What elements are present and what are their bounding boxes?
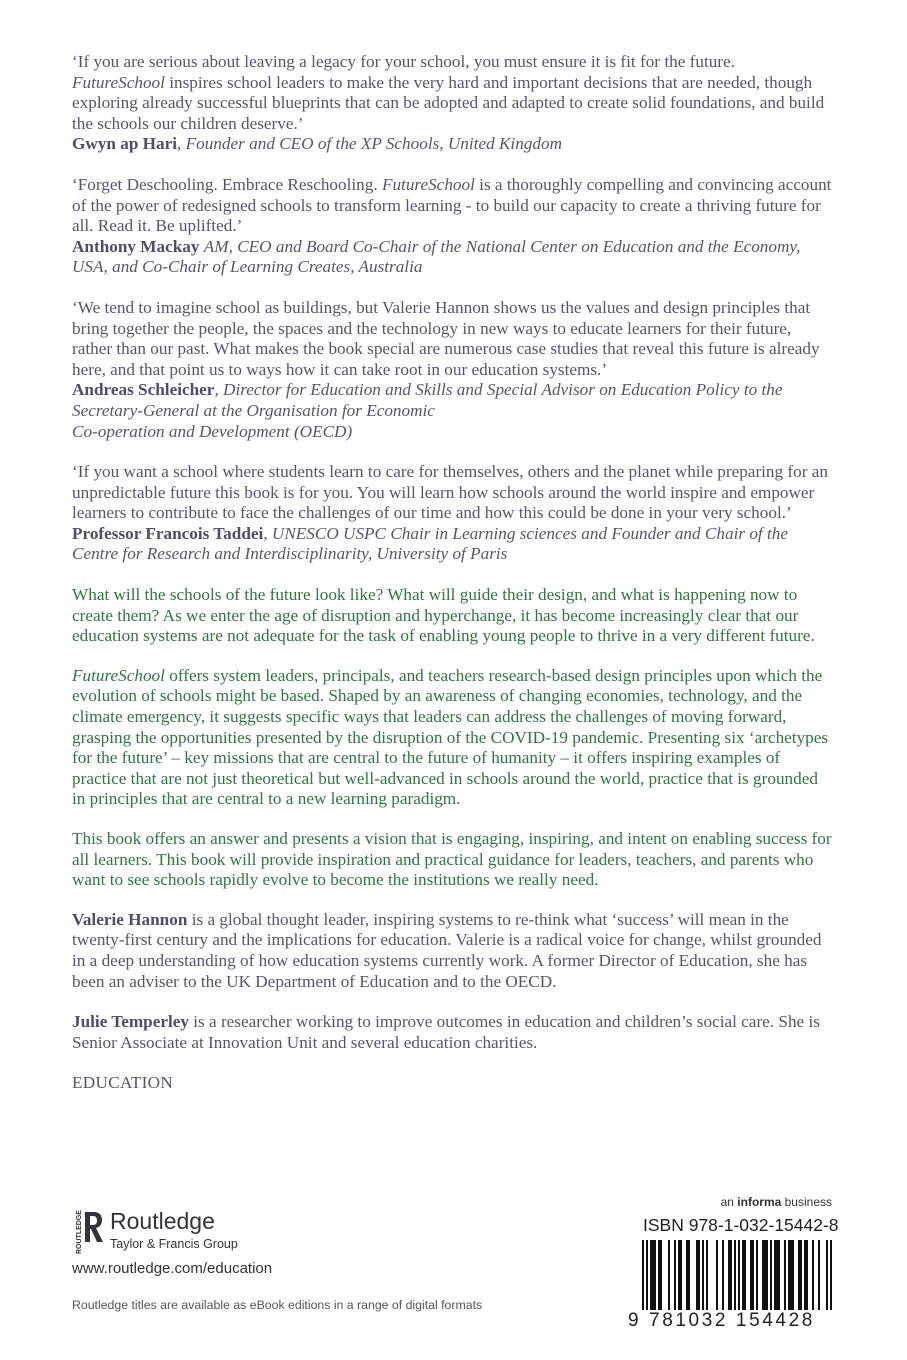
barcode-bar xyxy=(778,1240,780,1312)
publisher-name: Routledge xyxy=(110,1208,215,1234)
endorsement-attribution: Gwyn ap Hari, Founder and CEO of the XP Schools, United Kingdom xyxy=(72,134,562,154)
ebook-note: Routledge titles are available as eBook editions in a range of digital formats xyxy=(72,1298,483,1312)
barcode-bar xyxy=(730,1240,732,1312)
barcode-bar xyxy=(674,1240,676,1312)
endorsement-3 xyxy=(72,298,832,442)
barcode-bar xyxy=(788,1240,790,1312)
endorsement-quote: ‘If you are serious about leaving a legacy for your school, you must ensure it is fit for the future. FutureSchool inspires school leaders to make the very hard and important decisions that are needed, though exploring already successful blueprints that can be adopted and adapted to create solid foundations, and build the schools our children deserve.’ xyxy=(72,52,825,133)
barcode-bar xyxy=(688,1240,690,1312)
barcode-bar xyxy=(792,1240,794,1312)
barcode-bar xyxy=(658,1240,660,1312)
barcode-bar xyxy=(652,1240,654,1312)
logo-r-mark xyxy=(85,1212,103,1242)
barcode-bar xyxy=(750,1240,752,1312)
endorsement-attribution xyxy=(72,237,832,278)
publisher-url[interactable]: www.routledge.com/education xyxy=(72,1260,273,1277)
barcode-bar xyxy=(790,1240,792,1312)
barcode-bar xyxy=(752,1240,754,1312)
barcode-bar xyxy=(702,1240,704,1312)
barcode-bar xyxy=(650,1240,652,1312)
barcode-bar xyxy=(668,1240,670,1312)
subject-category: EDUCATION xyxy=(72,1073,174,1093)
description-paragraph-2: FutureSchool offers system leaders, principals, and teachers research-based design principles upon which the evolution of schools might be based. Shaped by an awareness of changing economies, technology, and the climate emergency, it suggests specific ways that leaders can address the challenges of moving forward, grasping the opportunities presented by the disruption of the COVID-19 pandemic. Presenting six ‘archetypes for the future’ – key missions that are central to the future of humanity – it offers inspiring examples of practice that are not just theoretical but well-advanced in schools around the world, practice that is grounded in principles that are central to a new learning paradigm. xyxy=(72,665,829,809)
barcode-bar xyxy=(764,1240,766,1312)
barcode-bar xyxy=(762,1240,764,1312)
endorsement-quote: ‘Forget Deschooling. Embrace Reschooling. FutureSchool is a thoroughly compelling and convincing account of the power of redesigned schools to transform learning - to build our capacity to create a thriving future for all. Read it. Be uplifted.’ xyxy=(72,174,832,236)
barcode-bar xyxy=(770,1240,772,1312)
barcode-bar xyxy=(812,1240,814,1312)
barcode-bar xyxy=(774,1240,776,1312)
endorsement-4 xyxy=(72,462,832,565)
barcode-bar xyxy=(818,1240,820,1312)
barcode-bar xyxy=(706,1240,708,1312)
isbn-label: ISBN 978-1-032-15442-8 xyxy=(643,1215,839,1235)
barcode-bar xyxy=(776,1240,778,1312)
description-paragraph-1: What will the schools of the future look like? What will guide their design, and what is happening now to create them? As we enter the age of disruption and hyperchange, it has become increasingly clear that our education systems are not adequate for the task of enabling young people to thrive in a very different future. xyxy=(72,585,815,646)
publisher-group: Taylor & Francis Group xyxy=(110,1237,238,1251)
description-paragraph-3: This book offers an answer and presents a vision that is engaging, inspiring, and intent on enabling success for all learners. This book will provide inspiration and practical guidance for leaders, teachers, and parents who want to see schools rapidly evolve to become the institutions we really need. xyxy=(72,829,832,890)
barcode-bar xyxy=(728,1240,730,1312)
barcode-bar xyxy=(696,1240,698,1312)
routledge-logo-icon xyxy=(72,1208,104,1256)
book-title: FutureSchool xyxy=(72,665,165,685)
endorsement-1 xyxy=(72,52,832,155)
barcode-bar xyxy=(784,1240,786,1312)
barcode-bar xyxy=(800,1240,802,1312)
author-name: Julie Temperley xyxy=(72,1012,189,1032)
barcode-bar xyxy=(742,1240,744,1312)
endorser-role-line2: Co-operation and Development (OECD) xyxy=(72,421,353,441)
barcode-bar xyxy=(744,1240,746,1312)
author-name: Valerie Hannon xyxy=(72,909,188,929)
barcode-bar xyxy=(698,1240,700,1312)
barcode-bar xyxy=(686,1240,688,1312)
author-bio-1: Valerie Hannon is a global thought leader, inspiring systems to re-think what ‘success’ will mean in the twenty-first century and the implications for education. Valerie is a radical voice for change, whilst grounded in a deep understanding of how education systems currently work. A former Director of Education, she has been an adviser to the UK Department of Education and to the OECD. xyxy=(72,909,822,991)
barcode-bar xyxy=(660,1240,662,1312)
barcode-bar xyxy=(798,1240,800,1312)
endorser-role: Director for Education and Skills and Special Advisor on Education Policy to the Secretary-General at the Organisation for Economic xyxy=(72,380,783,420)
endorsement-2 xyxy=(72,175,832,278)
barcode-bar xyxy=(756,1240,758,1312)
back-cover-text xyxy=(72,52,832,1093)
barcode-bar xyxy=(678,1240,680,1312)
endorser-name: Andreas Schleicher xyxy=(72,380,215,400)
barcode-digits: 9 781032 154428 xyxy=(628,1310,838,1332)
barcode-bar xyxy=(716,1240,718,1312)
informa-business: an informa business xyxy=(720,1195,832,1209)
barcode-bar xyxy=(654,1240,656,1312)
book-title: FutureSchool xyxy=(381,174,475,194)
barcode-bar xyxy=(680,1240,682,1312)
endorsement-quote: ‘We tend to imagine school as buildings, but Valerie Hannon shows us the values and design principles that bring together the people, the spaces and the technology in new ways to educate learners for their future, rather than our past. What makes the book special are numerous case studies that reveal this future is already here, and that point us to ways how it can take root in our education systems.’ xyxy=(72,297,820,379)
endorsement-attribution: Andreas Schleicher, Director for Education and Skills and Special Advisor on Education Policy to the Secretary-General at the Organisation for Economic Co-operation and Development (OECD) xyxy=(72,380,783,441)
book-title: FutureSchool xyxy=(72,72,165,92)
endorsement-quote: ‘If you want a school where students learn to care for themselves, others and the planet while preparing for an unpredictable future this book is for you. You will learn how schools around the world inspire and empower learners to contribute to face the challenges of our time and how this could be done in your very school.’ xyxy=(72,462,828,523)
logo-vertical-text: ROUTLEDGE xyxy=(76,1210,83,1254)
author-bio-2: Julie Temperley is a researcher working to improve outcomes in education and children’s social care. She is Senior Associate at Innovation Unit and several education charities. xyxy=(72,1012,820,1052)
endorser-name: Anthony Mackay xyxy=(72,236,200,256)
cover-footer xyxy=(0,1190,907,1360)
endorser-name: Professor Francois Taddei xyxy=(72,523,264,543)
endorser-role: Founder and CEO of the XP Schools, United Kingdom xyxy=(185,134,562,154)
endorsement-attribution: Professor Francois Taddei, UNESCO USPC Chair in Learning sciences and Founder and Chair of the Centre for Research and Interdisciplinarity, University of Paris xyxy=(72,523,788,564)
endorser-role: AM, CEO and Board Co-Chair of the National Center on Education and the Economy, USA, and Co-Chair of Learning Creates, Australia xyxy=(72,236,801,277)
endorser-name: Gwyn ap Hari xyxy=(72,134,178,154)
endorser-role: UNESCO USPC Chair in Learning sciences and Founder and Chair of the Centre for Research and Interdisciplinarity, University of Paris xyxy=(72,523,788,564)
routledge-logo xyxy=(72,1208,292,1256)
barcode-bar xyxy=(804,1240,806,1312)
barcode-bar xyxy=(766,1240,768,1312)
barcode-bar xyxy=(806,1240,808,1312)
barcode-bar xyxy=(722,1240,724,1312)
